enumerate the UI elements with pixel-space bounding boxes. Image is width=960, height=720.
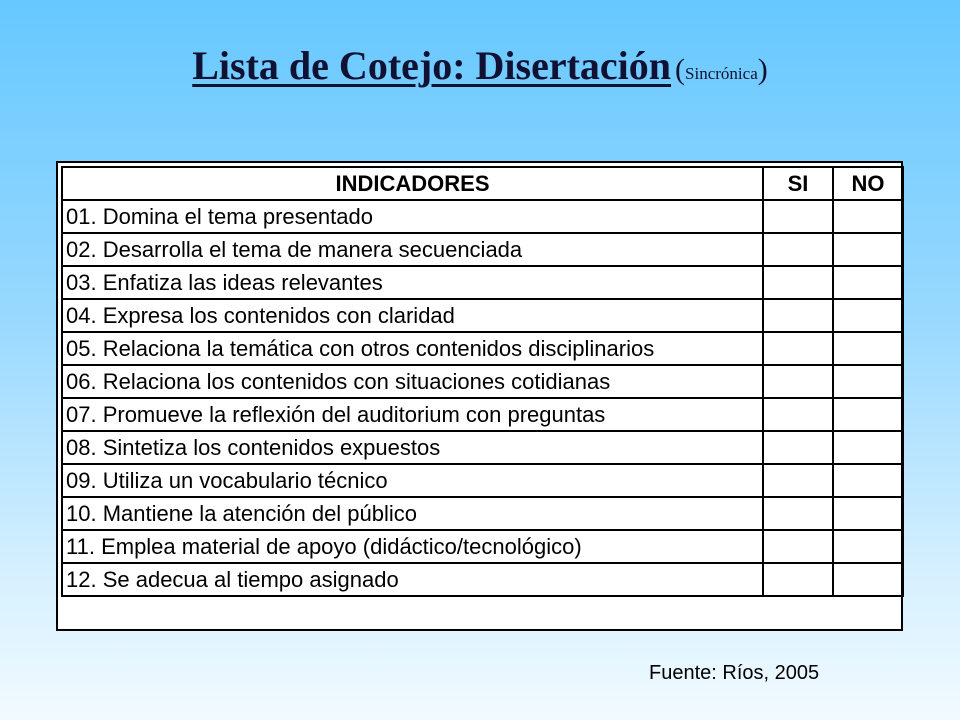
table-row: [62, 563, 903, 596]
table-row: [62, 464, 903, 497]
no-cell[interactable]: [833, 497, 903, 530]
si-cell[interactable]: [763, 233, 833, 266]
indicator-cell: 10. Mantiene la atención del público: [62, 497, 763, 530]
si-cell[interactable]: [763, 398, 833, 431]
table-row: [62, 266, 903, 299]
si-cell[interactable]: [763, 530, 833, 563]
si-cell[interactable]: [763, 332, 833, 365]
si-cell[interactable]: [763, 431, 833, 464]
no-cell[interactable]: [833, 299, 903, 332]
header-si: SI: [763, 167, 833, 200]
si-cell[interactable]: [763, 200, 833, 233]
no-cell[interactable]: [833, 233, 903, 266]
no-cell[interactable]: [833, 398, 903, 431]
no-cell[interactable]: [833, 530, 903, 563]
no-cell[interactable]: [833, 332, 903, 365]
no-cell[interactable]: [833, 563, 903, 596]
title-main: Lista de Cotejo: Disertación: [192, 43, 672, 88]
indicator-cell: 05. Relaciona la temática con otros contenidos disciplinarios: [62, 332, 763, 365]
indicator-cell: 09. Utiliza un vocabulario técnico: [62, 464, 763, 497]
title-close-paren: ): [757, 53, 768, 86]
si-cell[interactable]: [763, 299, 833, 332]
table-row: [62, 299, 903, 332]
no-cell[interactable]: [833, 200, 903, 233]
indicator-cell: 03. Enfatiza las ideas relevantes: [62, 266, 763, 299]
indicator-cell: 04. Expresa los contenidos con claridad: [62, 299, 763, 332]
table-row: [62, 200, 903, 233]
si-cell[interactable]: [763, 365, 833, 398]
page-title: [0, 42, 960, 89]
table-header-row: [62, 167, 903, 200]
si-cell[interactable]: [763, 497, 833, 530]
header-no: NO: [833, 167, 903, 200]
table-row: [62, 497, 903, 530]
table-row: [62, 530, 903, 563]
table-row: [62, 233, 903, 266]
table-row: [62, 332, 903, 365]
checklist-sheet: [56, 161, 903, 631]
checklist-table: [61, 166, 904, 597]
indicator-cell: 08. Sintetiza los contenidos expuestos: [62, 431, 763, 464]
indicator-cell: 02. Desarrolla el tema de manera secuenciada: [62, 233, 763, 266]
no-cell[interactable]: [833, 266, 903, 299]
si-cell[interactable]: [763, 563, 833, 596]
indicator-cell: 12. Se adecua al tiempo asignado: [62, 563, 763, 596]
source-citation: Fuente: Ríos, 2005: [649, 662, 820, 684]
title-subtitle: Sincrónica: [685, 64, 758, 83]
indicator-cell: 06. Relaciona los contenidos con situaciones cotidianas: [62, 365, 763, 398]
si-cell[interactable]: [763, 464, 833, 497]
header-indicadores: INDICADORES: [62, 167, 763, 200]
indicator-cell: 01. Domina el tema presentado: [62, 200, 763, 233]
no-cell[interactable]: [833, 464, 903, 497]
title-open-paren: (: [675, 53, 686, 86]
indicator-cell: 07. Promueve la reflexión del auditorium con preguntas: [62, 398, 763, 431]
no-cell[interactable]: [833, 365, 903, 398]
si-cell[interactable]: [763, 266, 833, 299]
table-row: [62, 398, 903, 431]
indicator-cell: 11. Emplea material de apoyo (didáctico/tecnológico): [62, 530, 763, 563]
no-cell[interactable]: [833, 431, 903, 464]
table-row: [62, 365, 903, 398]
table-row: [62, 431, 903, 464]
